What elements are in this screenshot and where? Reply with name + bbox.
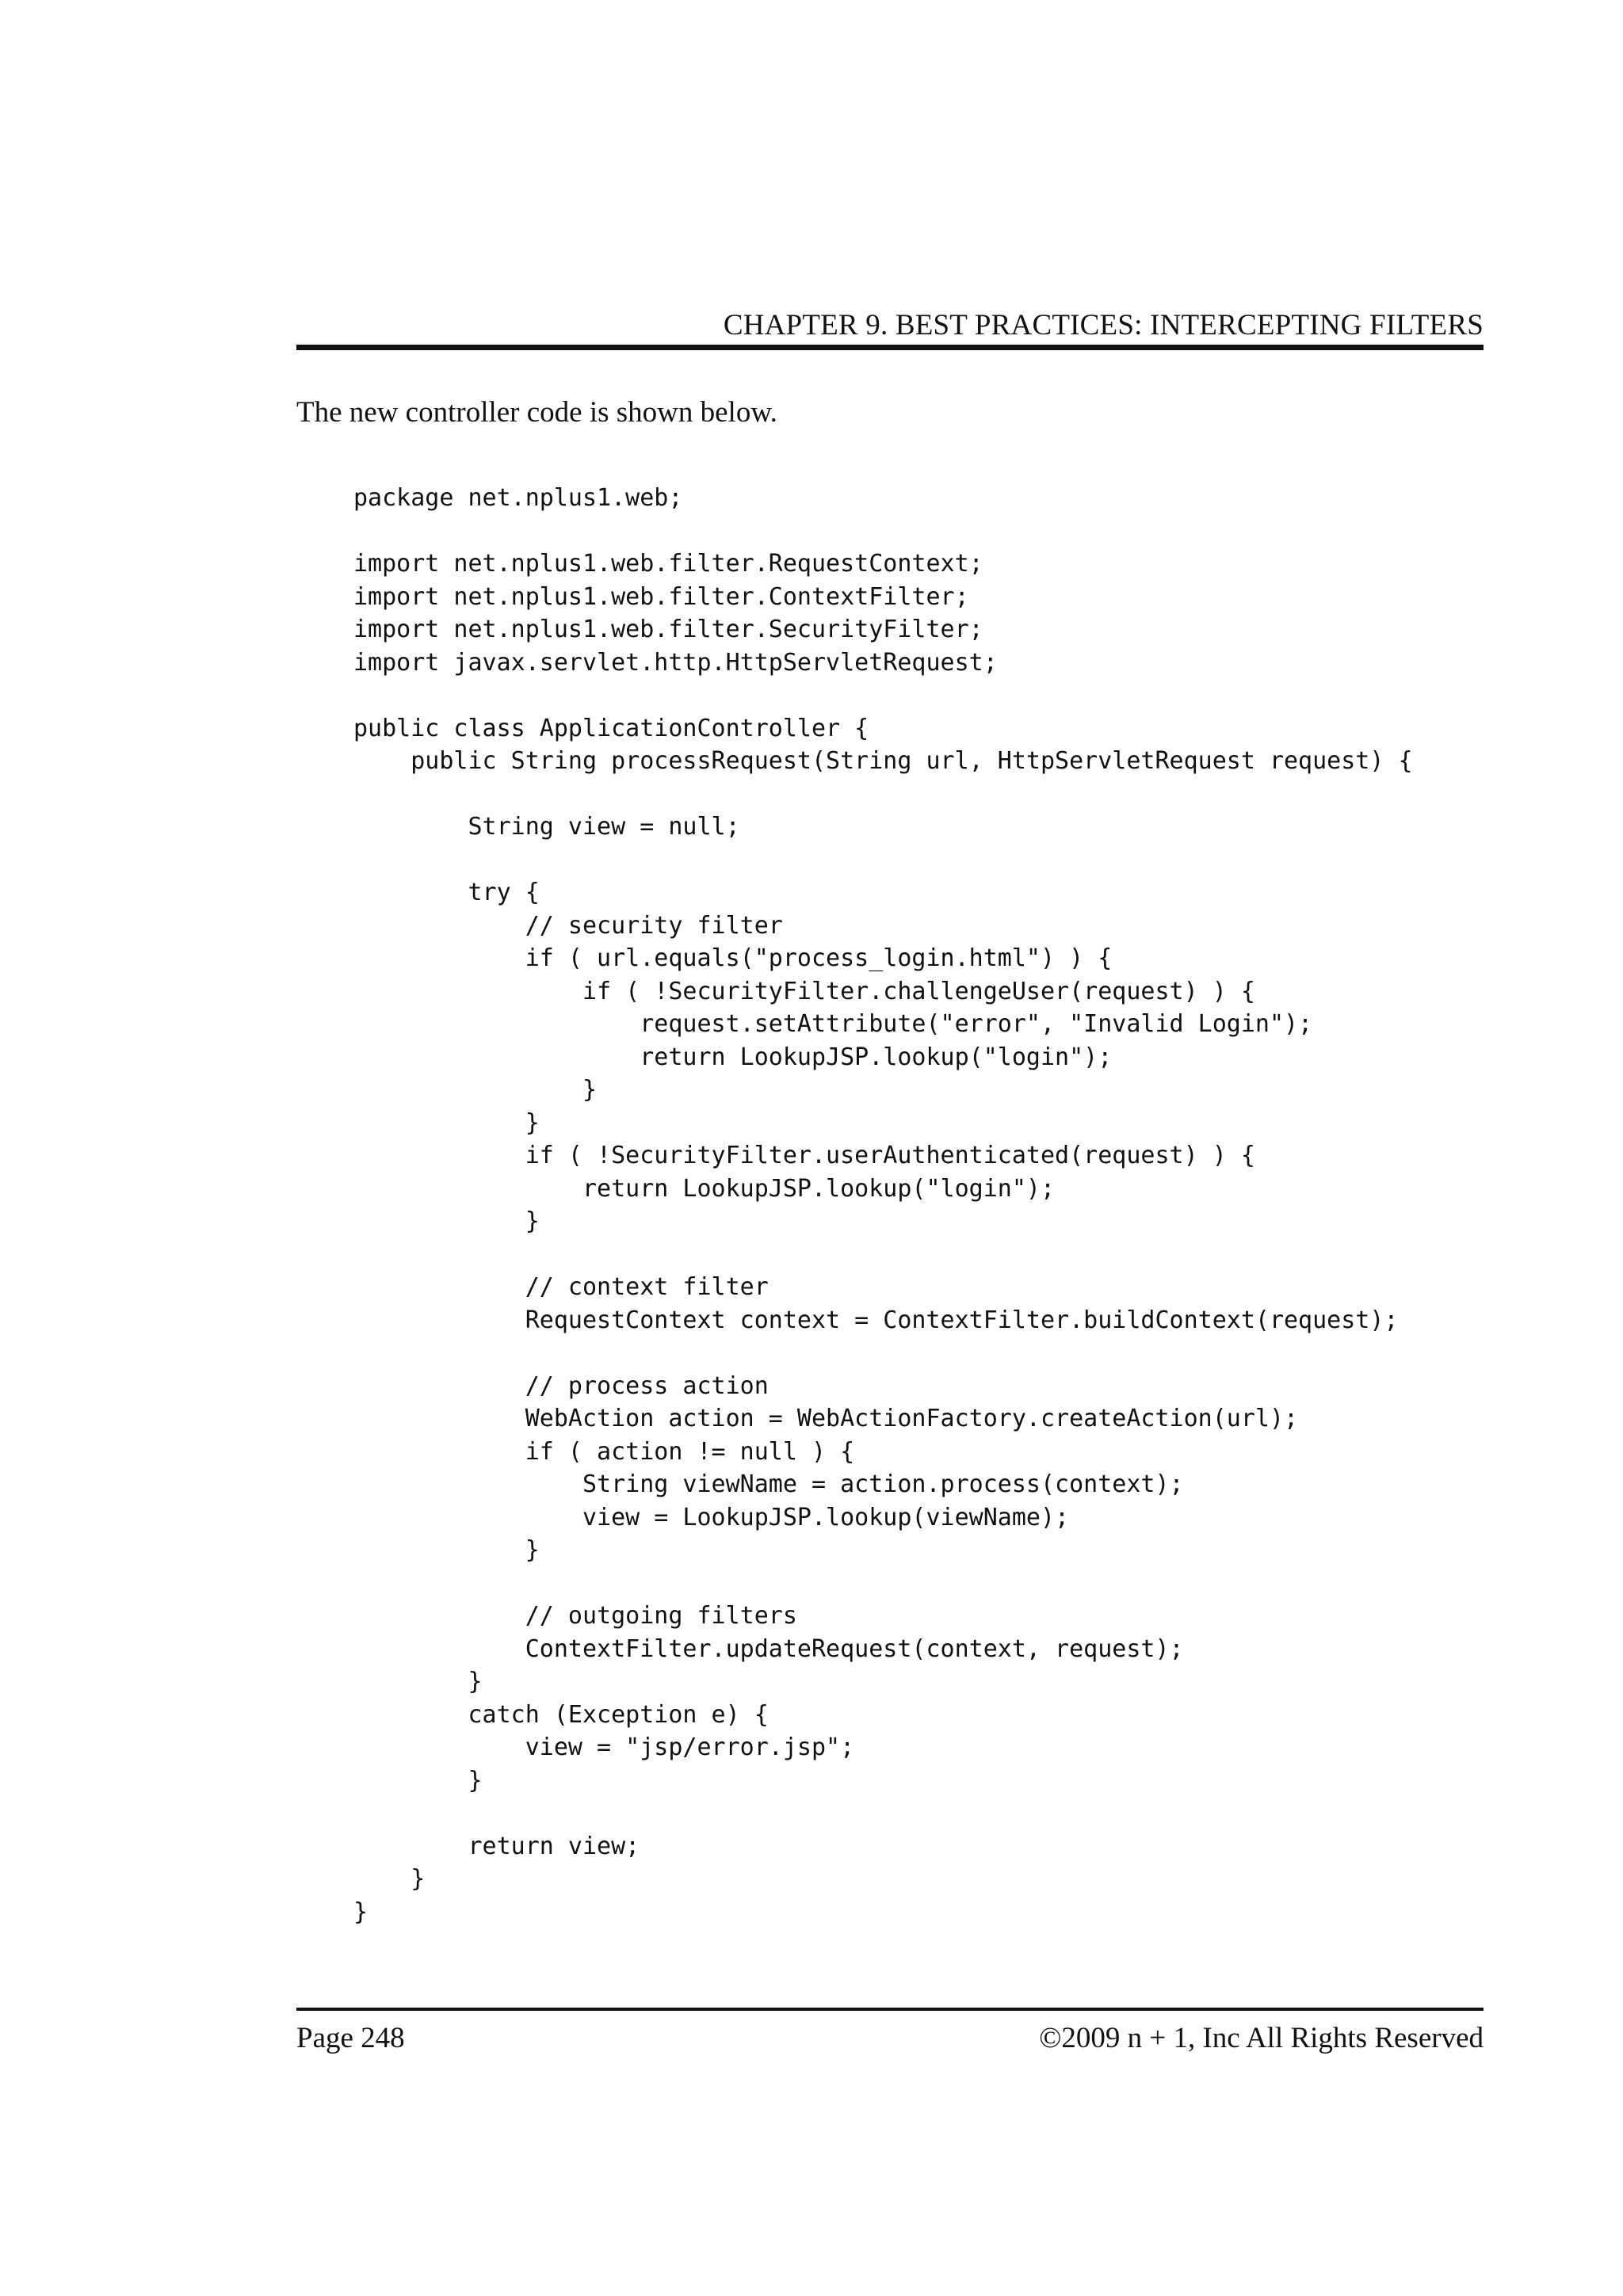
code-line — [353, 1797, 1413, 1830]
page-number: Page 248 — [296, 2022, 405, 2054]
code-line: return LookupJSP.lookup("login"); — [353, 1043, 1113, 1071]
code-line: public String processRequest(String url, HttpServletRequest request) { — [353, 747, 1413, 775]
code-line: } — [353, 1076, 598, 1104]
code-line: } — [353, 1865, 426, 1893]
code-line: return LookupJSP.lookup("login"); — [353, 1174, 1056, 1203]
code-line: } — [353, 1766, 483, 1794]
code-line: RequestContext context = ContextFilter.buildContext(request); — [353, 1306, 1399, 1334]
code-line: } — [353, 1108, 540, 1137]
code-line: // outgoing filters — [353, 1602, 797, 1630]
code-line: String viewName = action.process(context); — [353, 1470, 1184, 1498]
code-line: package net.nplus1.web; — [353, 484, 683, 512]
code-line: if ( action != null ) { — [353, 1437, 855, 1466]
code-line: import net.nplus1.web.filter.SecurityFilter; — [353, 616, 983, 643]
code-line: try { — [353, 879, 540, 906]
code-line — [353, 844, 1413, 877]
running-header: CHAPTER 9. BEST PRACTICES: INTERCEPTING FILTERS — [723, 309, 1484, 341]
header-rule — [296, 345, 1484, 350]
code-line: // security filter — [353, 911, 783, 940]
code-line: ContextFilter.updateRequest(context, request); — [353, 1634, 1184, 1663]
code-line: } — [353, 1668, 483, 1695]
code-line: public class ApplicationController { — [353, 714, 869, 742]
code-line — [353, 515, 1413, 548]
code-line: String view = null; — [353, 813, 740, 841]
code-line — [353, 1567, 1413, 1600]
code-line — [353, 679, 1413, 712]
code-line: if ( !SecurityFilter.challengeUser(request) ) { — [353, 977, 1255, 1005]
code-line: return view; — [353, 1832, 640, 1860]
intro-paragraph: The new controller code is shown below. — [296, 396, 777, 429]
code-line: catch (Exception e) { — [353, 1700, 769, 1729]
code-line: request.setAttribute("error", "Invalid Login"); — [353, 1010, 1313, 1038]
code-line: import net.nplus1.web.filter.RequestContext; — [353, 550, 983, 578]
code-line: if ( !SecurityFilter.userAuthenticated(request) ) { — [353, 1142, 1255, 1169]
copyright-notice: ©2009 n + 1, Inc All Rights Reserved — [1039, 2022, 1484, 2054]
code-line: // context filter — [353, 1273, 769, 1301]
code-line: view = LookupJSP.lookup(viewName); — [353, 1503, 1070, 1531]
code-line: } — [353, 1897, 369, 1926]
code-line: if ( url.equals("process_login.html") ) { — [353, 944, 1113, 972]
code-line: view = "jsp/error.jsp"; — [353, 1733, 855, 1761]
code-line — [353, 1337, 1413, 1370]
code-line — [353, 778, 1413, 811]
code-line: } — [353, 1536, 540, 1564]
footer-rule — [296, 2008, 1484, 2011]
code-listing — [353, 482, 1413, 1928]
code-line — [353, 1238, 1413, 1272]
code-line: } — [353, 1207, 540, 1235]
code-line: // process action — [353, 1371, 769, 1400]
code-line: import javax.servlet.http.HttpServletRequest; — [353, 648, 998, 677]
code-line: WebAction action = WebActionFactory.createAction(url); — [353, 1405, 1299, 1432]
code-line: import net.nplus1.web.filter.ContextFilter; — [353, 582, 969, 611]
